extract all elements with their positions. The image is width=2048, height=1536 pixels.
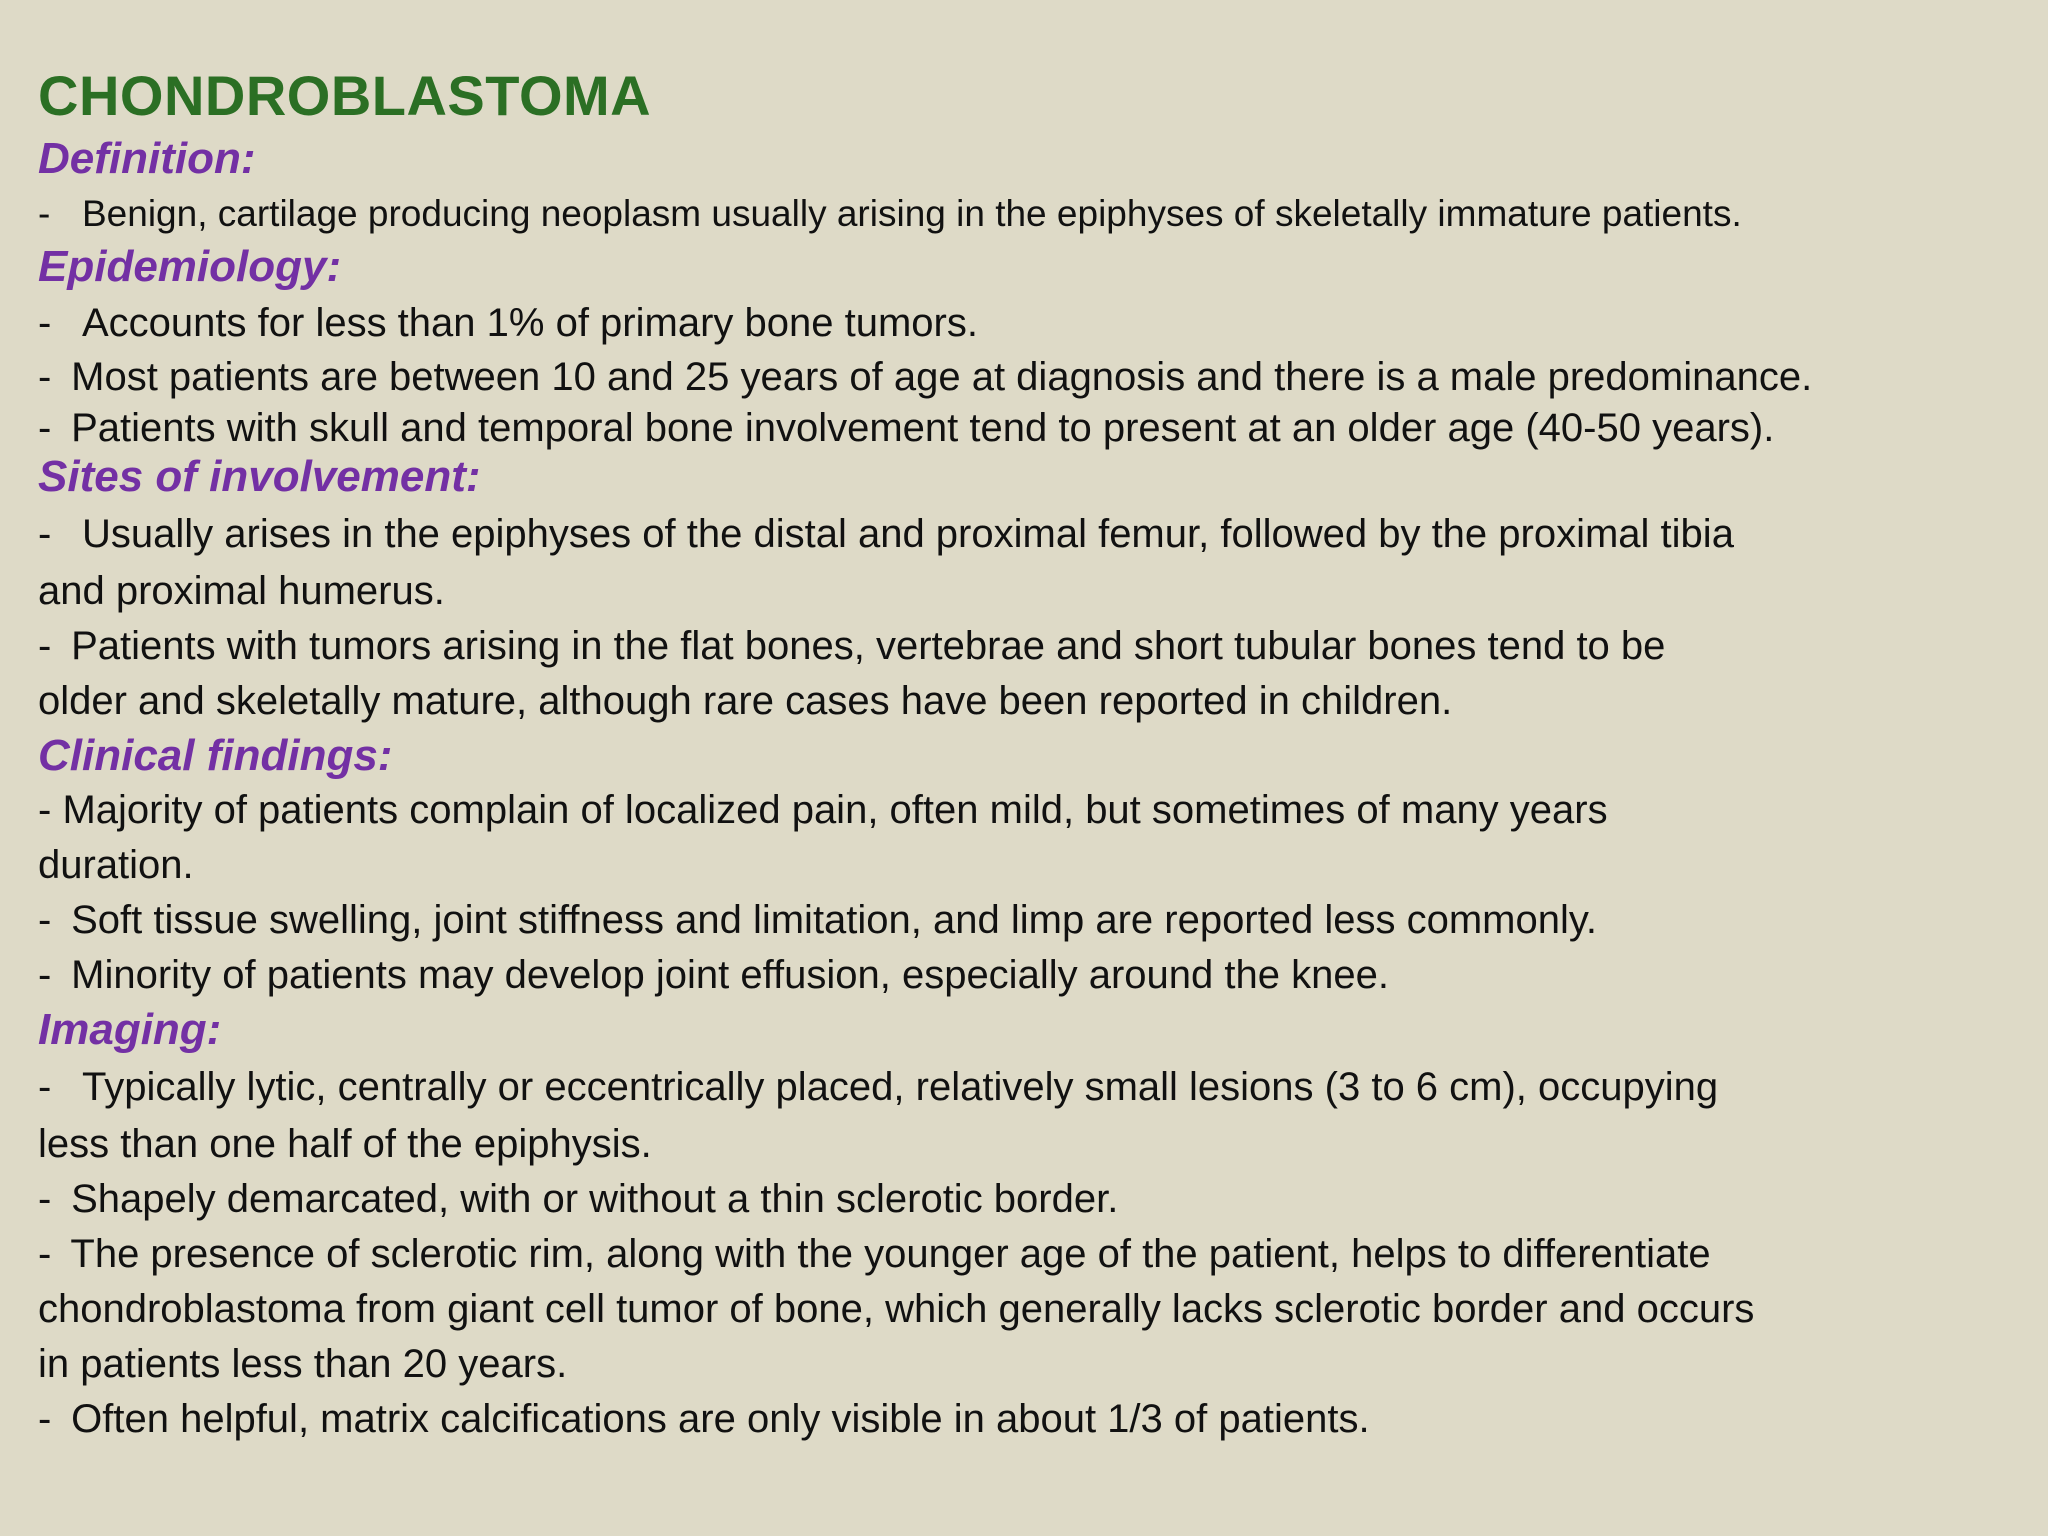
bullet-dash: - — [38, 953, 52, 997]
list-item-continuation: older and skeletally mature, although rare cases have been reported in children. — [38, 679, 1453, 723]
bullet-dash: - — [38, 193, 51, 234]
bullet-dash: - — [38, 1397, 52, 1441]
page-title: CHONDROBLASTOMA — [38, 64, 652, 127]
list-item-continuation: less than one half of the epiphysis. — [38, 1122, 652, 1166]
bullet-dash: - — [38, 1065, 52, 1109]
list-item-continuation: in patients less than 20 years. — [38, 1342, 568, 1386]
list-item-continuation: duration. — [38, 843, 194, 887]
bullet-dash: - — [38, 406, 52, 450]
list-item-continuation: and proximal humerus. — [38, 569, 445, 613]
section-heading-epidemiology: Epidemiology: — [38, 242, 342, 291]
section-heading-sites-of-involvement: Sites of involvement: — [38, 452, 481, 501]
bullet-dash: - — [38, 624, 52, 668]
bullet-dash: - — [38, 788, 52, 832]
list-item: - The presence of sclerotic rim, along with the younger age of the patient, helps to differentiate — [38, 1227, 2018, 1282]
list-item: - Accounts for less than 1% of primary bone tumors. — [38, 294, 2018, 352]
list-item: - Shapely demarcated, with or without a thin sclerotic border. — [38, 1172, 2018, 1227]
bullet-dash: - — [38, 1177, 52, 1221]
list-item: - Patients with tumors arising in the flat bones, vertebrae and short tubular bones tend to be — [38, 619, 2018, 674]
section-heading-definition: Definition: — [38, 134, 256, 183]
bullet-dash: - — [38, 355, 52, 399]
section-heading-clinical-findings: Clinical findings: — [38, 731, 393, 780]
bullet-dash: - — [38, 301, 52, 345]
list-item: - Benign, cartilage producing neoplasm usually arising in the epiphyses of skeletally immature patients. — [38, 186, 2018, 242]
list-item: - Usually arises in the epiphyses of the distal and proximal femur, followed by the proximal tibia — [38, 504, 2018, 564]
list-item: - Minority of patients may develop joint effusion, especially around the knee. — [38, 948, 2018, 1003]
section-heading-imaging: Imaging: — [38, 1005, 222, 1054]
bullet-dash: - — [38, 512, 52, 556]
list-item: - Most patients are between 10 and 25 years of age at diagnosis and there is a male predominance. — [38, 352, 2018, 403]
list-item: - Majority of patients complain of localized pain, often mild, but sometimes of many years — [38, 788, 1608, 832]
bullet-dash: - — [38, 898, 52, 942]
list-item: - Patients with skull and temporal bone involvement tend to present at an older age (40-50 years). — [38, 403, 2018, 454]
list-item: - Often helpful, matrix calcifications are only visible in about 1/3 of patients. — [38, 1392, 2018, 1447]
bullet-dash: - — [38, 1232, 52, 1276]
list-item: - Soft tissue swelling, joint stiffness and limitation, and limp are reported less commonly. — [38, 893, 2018, 948]
list-item-continuation: chondroblastoma from giant cell tumor of bone, which generally lacks sclerotic border and occurs — [38, 1287, 1755, 1331]
slide — [38, 56, 2018, 1447]
list-item: - Typically lytic, centrally or eccentrically placed, relatively small lesions (3 to 6 cm), occupying — [38, 1057, 2018, 1117]
